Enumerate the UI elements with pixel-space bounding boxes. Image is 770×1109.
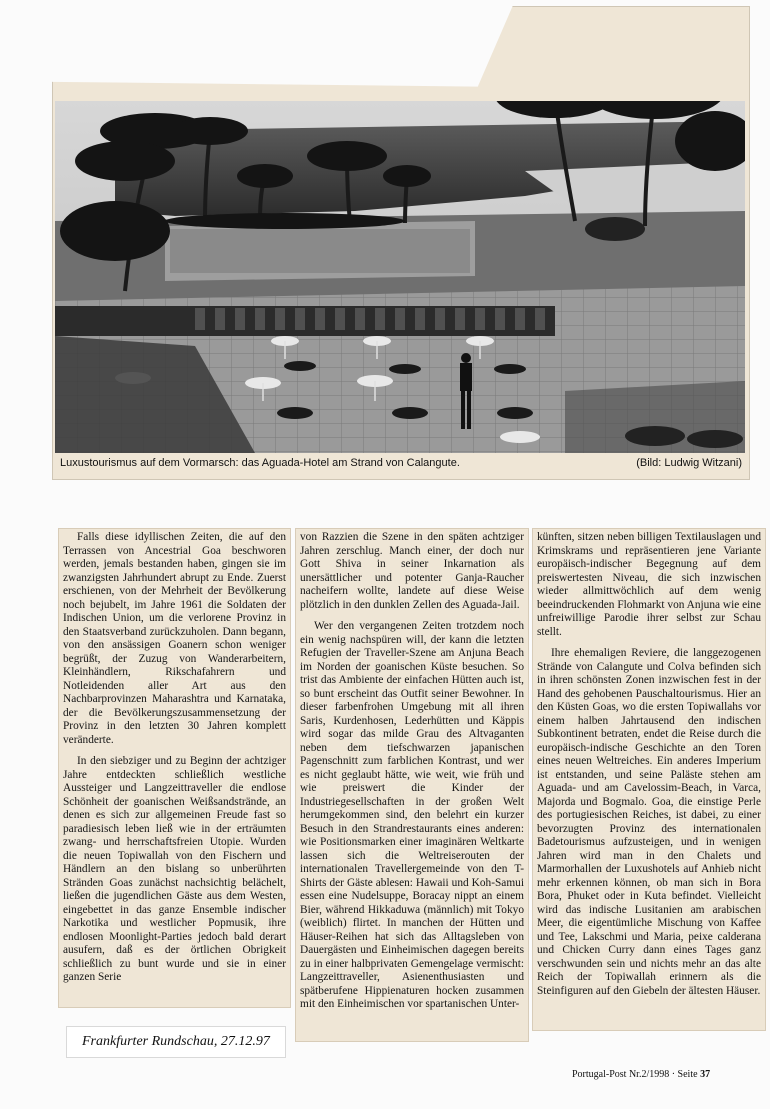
page-footer [572,1069,752,1080]
paragraph: Ihre ehemaligen Reviere, die langgezogenen Strände von Calangute und Colva befinden sich in ihren schönsten Zonen inzwischen fest in der Hand des gehobenen Pauschaltourismus. Hier an den Küsten Goas, wo die ersten Topiwallahs vor einem halben Jahrtausend den indischen Subkontinent betraten, endet die Reise durch die europäisch-indische Geschichte an den Toren eines neuen Weltreiches. Ein anderes Imperium ist entstanden, und seine Paläste stehen am Aguada- und am Cavelossim-Beach, in Varca, Majorda und Bogmalo. Goa, die einstige Perle des portugiesischen Reiches, ist dabei, zu einer bevorzugten Provinz des internationalen Badetourismus aufzusteigen, und in wenigen Jahren wird man in den Chalets und Marmorhallen der Luxushotels auf Anhieb nicht mehr erkennen können, ob man sich in Bora Bora, Phuket oder in Kuta befindet. Vielleicht wird das indische Lusitanien am arabischen Meer, die eigentümliche Mischung von Kaffee und Tee, Lakschmi und Maria, peixe calderana und Chicken Curry dann eines Tages ganz verschwunden sein und nichts mehr an das alte Reich der Topiwallah erinnern als die Steinfiguren auf den Giebeln der ältesten Häuser. [537,647,761,997]
paragraph: Wer den vergangenen Zeiten trotzdem noch ein wenig nachspüren will, der kann die letzten Refugien der Traveller-Szene am Anjuna Beach im Norden der goanischen Küste besuchen. So trist das Ambiente der einfachen Hütten auch ist, so bunt erscheint das Outfit seiner Bewohner. In dieser farbenfrohen Umgebung mit all ihren Saris, Kurdenhosen, Lederhütten und Käppis wird sogar das milde Grau des Altvaganten neben dem tiefschwarzen japanischen Pagenschnitt zum farblichen Kontrast, und wer es nicht geglaubt hätte, wie weit, wie früh und wie preiswert die Kinder der Industriegesellschaften in der großen Welt herumgekommen sind, den belehrt ein kurzer Besuch in den Strandrestaurants eines anderen: wie Positionsmarken einer imaginären Weltkarte lassen sich die Weltreiserouten der internationalen Travellergemeinde von den T-Shirts der Gäste ablesen: Hawaii und Koh-Samui essen eine Nudelsuppe, Boracay nippt an einem Bier, während Hikkaduwa (männlich) mit Tokyo (weiblich) flirtet. In manchen der Hütten und Häuser-Reihen hat sich das Alltagsleben von Dauergästen und Einheimischen dagegen bereits zu in einer halbprivaten Gemengelage vermischt: Langzeittraveller, Asienenthusiasten und spätberufene Hippienaturen hocken zusammen mit den Einheimischen vor spartanischen Unter- [300,620,524,1010]
article-column-3 [532,528,766,1031]
paragraph: In den siebziger und zu Beginn der achtziger Jahre entdeckten schließlich westliche Aussteiger und Langzeittraveller die endlose Schönheit der goanischen Weißsandstrände, an denen es sich zur allgemeinen Freude fast so paradiesisch leben ließ wie in der erträumten zwang- und herrschaftsfreien Utopie. Wurden die neuen Topiwallah von den Fischern und Händlern an den bislang so unberührten Stränden Goas zunächst nachsichtig belächelt, ließen die jugendlichen Gäste aus dem Westen, eingebettet in das ganze Ensemble indischer Narkotika und westlicher Popmusik, ihre endlosen Moonlight-Parties jedoch bald derart ausufern, daß es der örtlichen Obrigkeit schließlich zu bunt wurde und sie in einer ganzen Serie [63,755,286,983]
publication-label: Portugal-Post Nr.2/1998 · Seite [572,1069,698,1080]
photo-caption: Luxustourismus auf dem Vormarsch: das Aguada-Hotel am Strand von Calangute. [60,457,460,469]
paragraph: von Razzien die Szene in den späten achtziger Jahren zerschlug. Manch einer, der doch nur Gott Shiva in seiner Inkarnation als unersättlicher und potenter Ganja-Raucher nacheifern wollte, landete auf diese Weise plötzlich in den dunklen Zellen des Aguada-Jail. [300,531,524,611]
photo-credit: (Bild: Ludwig Witzani) [636,457,742,469]
hotel-beach-photo [55,101,745,453]
article-column-1 [58,528,291,1008]
article-column-2 [295,528,529,1042]
page-number: 37 [700,1069,711,1080]
paragraph: Falls diese idyllischen Zeiten, die auf den Terrassen von Ancestrial Goa beschworen werden, jemals bestanden haben, gingen sie im zwanzigsten Jahrhundert abrupt zu Ende. Zuerst erschienen, von der Mehrheit der Bevölkerung noch bejubelt, im Jahre 1961 die Soldaten der Indischen Union, um die verlorene Provinz in den Staatsverband zurückzuholen. Dann begann, von den ansässigen Goanern schon weniger begrüßt, der Zuzug von Wanderarbeitern, Kleinhändlern, Rikschafahrern und Notleidenden aller Art aus den Nachbarprovinzen Maharashtra und Karnataka, der die Bevölkerungszusammensetzung der Provinz in den letzten 30 Jahren komplett veränderte. [63,531,286,746]
photo-caption-bar [58,455,744,473]
source-label: Frankfurter Rundschau, 27.12.97 [66,1026,286,1058]
paragraph: künften, sitzen neben billigen Textilauslagen und Krimskrams und repräsentieren jene Variante europäisch-indischer Begegnung auf dem preiswertesten Niveau, die sich inzwischen wieder allmittwöchlich auf dem wenig beeindruckenden Flohmarkt von Anjuna wie eine unfreiwillige Parodie ihrer selbst zur Schau stellt. [537,531,761,638]
